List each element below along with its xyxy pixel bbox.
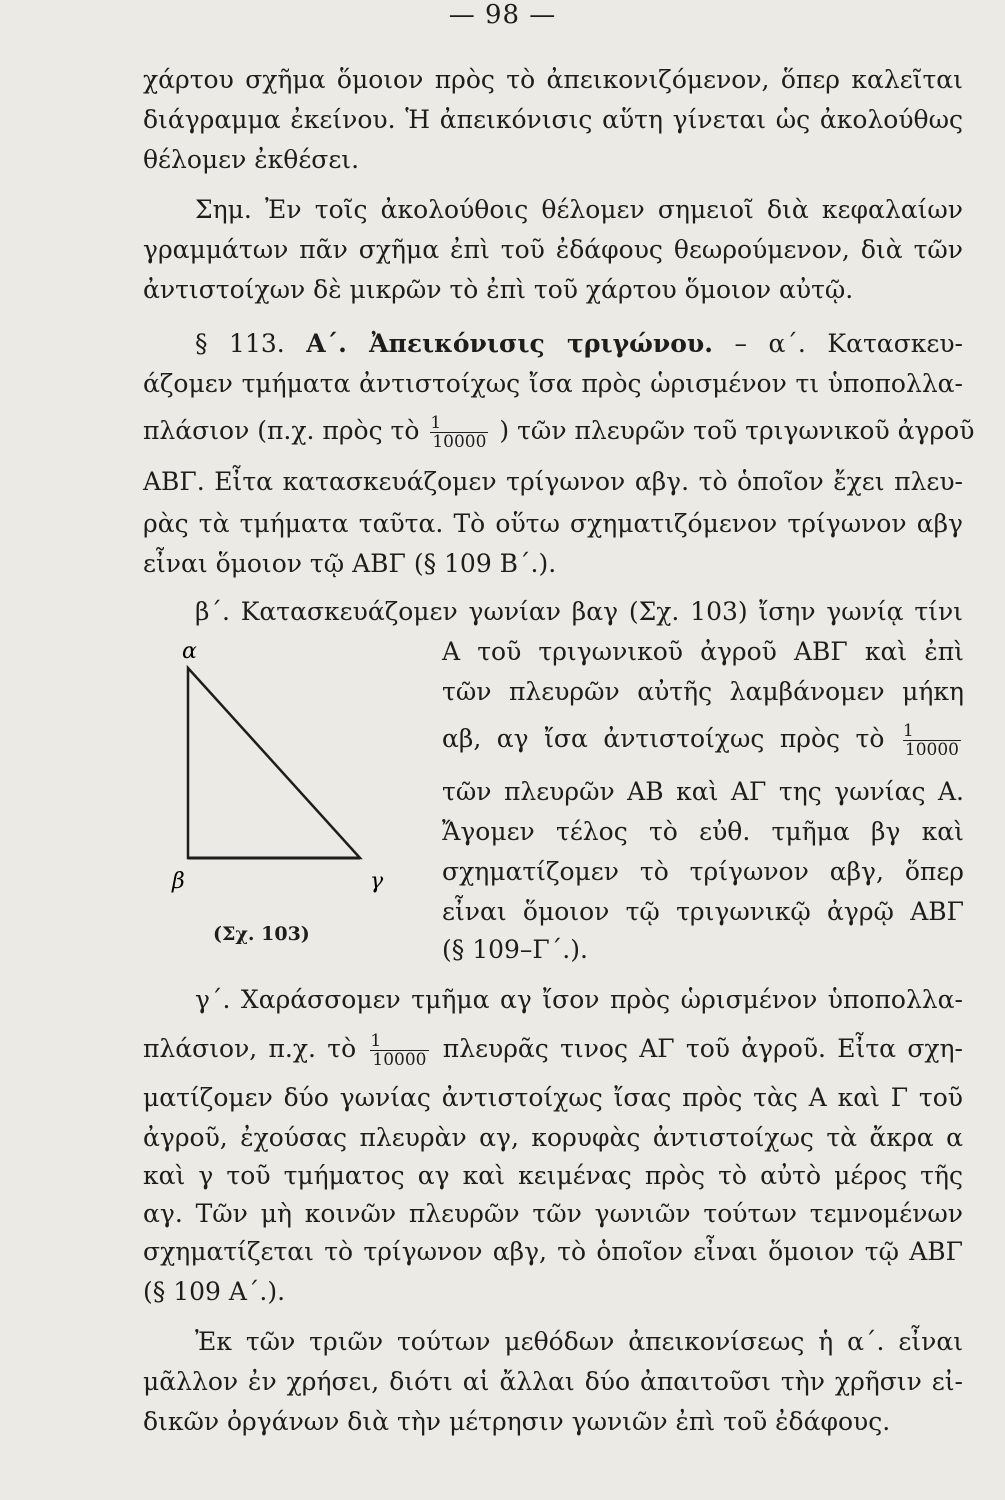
fraction (430, 414, 488, 451)
triangle-shape (188, 668, 360, 858)
text-line: (§ 109–Γ΄.). (442, 935, 588, 964)
section-lead: – α΄. Κατασκευ- (734, 329, 963, 358)
fraction (370, 1032, 428, 1069)
fraction-denominator: 10000 (904, 740, 959, 760)
text-fragment: πλευρᾶς τινος ΑΓ τοῦ ἀγροῦ. Εἶτα σχη- (442, 1034, 963, 1063)
text-line: (§ 109 Α΄.). (143, 1277, 286, 1306)
section-number: § 113. (195, 329, 285, 358)
text-line: θέλομεν ἐκθέσει. (143, 145, 360, 174)
text-line: χάρτου σχῆμα ὅμοιον πρὸς τὸ ἀπεικονιζόμενον, ὅπερ καλεῖται (143, 65, 963, 94)
fraction-numerator: 1 (370, 1031, 382, 1051)
fraction (903, 722, 961, 759)
text-line: ἀγροῦ, ἐχούσας πλευρὰν αγ, κορυφὰς ἀντιστοίχως τὰ ἄκρα α (143, 1123, 963, 1152)
text-line: Ἐκ τῶν τριῶν τούτων μεθόδων ἀπεικονίσεως ἡ α΄. εἶναι (195, 1327, 963, 1356)
section-heading-line (195, 328, 963, 360)
text-line: γραμμάτων πᾶν σχῆμα ἐπὶ τοῦ ἐδάφους θεωρούμενον, διὰ τῶν (143, 235, 963, 264)
page-number: — 98 — (448, 0, 557, 30)
fraction-numerator: 1 (902, 721, 914, 741)
vertex-label-beta: β (172, 869, 185, 894)
text-line: ματίζομεν δύο γωνίας ἀντιστοίχως ἴσας πρὸς τὰς Α καὶ Γ τοῦ (143, 1083, 963, 1112)
text-fragment: αβ, αγ ἴσα ἀντιστοίχως πρὸς τὸ (442, 724, 885, 753)
vertex-label-gamma: γ (370, 869, 384, 894)
text-line: β΄. Κατασκευάζομεν γωνίαν βαγ (Σχ. 103) ἴσην γωνίᾳ τίνι (195, 597, 963, 626)
text-line: Α τοῦ τριγωνικοῦ ἀγροῦ ΑΒΓ καὶ ἐπὶ (442, 637, 964, 666)
text-line: ΑΒΓ. Εἶτα κατασκευάζομεν τρίγωνον αβγ. τὸ ὁποῖον ἔχει πλευ- (143, 467, 963, 496)
text-line: ρὰς τὰ τμήματα ταῦτα. Τὸ οὕτω σχηματιζόμενον τρίγωνον αβγ (143, 509, 963, 538)
vertex-label-alpha: α (182, 639, 197, 664)
text-fragment: πλάσιον, π.χ. τὸ (143, 1034, 357, 1063)
text-line: ἀντιστοίχων δὲ μικρῶν τὸ ἐπὶ τοῦ χάρτου ὅμοιον αὐτῷ. (143, 275, 854, 304)
text-line: δικῶν ὀργάνων διὰ τὴν μέτρησιν γωνιῶν ἐπὶ τοῦ ἐδάφους. (143, 1407, 891, 1436)
text-fragment: πλάσιον (π.χ. πρὸς τὸ (143, 416, 420, 445)
text-line: καὶ γ τοῦ τμήματος αγ καὶ κειμένας πρὸς τὸ αὐτὸ μέρος τῆς (143, 1161, 963, 1190)
text-line: σχηματίζεται τὸ τρίγωνον αβγ, τὸ ὁποῖον εἶναι ὅμοιον τῷ ΑΒΓ (143, 1237, 963, 1266)
section-title: Α΄. Ἀπεικόνισις τριγώνου. (306, 329, 713, 358)
text-line: τῶν πλευρῶν ΑΒ καὶ ΑΓ της γωνίας Α. (442, 777, 964, 806)
text-line-with-fraction (143, 413, 975, 452)
fraction-denominator: 10000 (372, 1050, 427, 1070)
note-line: Σημ. Ἐν τοῖς ἀκολούθοις θέλομεν σημειοῖ διὰ κεφαλαίων (195, 195, 963, 224)
triangle-figure (170, 636, 420, 896)
figure-caption: (Σχ. 103) (213, 923, 310, 945)
text-line: διάγραμμα ἐκείνου. Ἡ ἀπεικόνισις αὕτη γίνεται ὡς ἀκολούθως (143, 105, 963, 134)
text-line: εἶναι ὅμοιον τῷ τριγωνικῷ ἀγρῷ ΑΒΓ (442, 897, 964, 926)
text-line-with-fraction (442, 722, 964, 759)
fraction-denominator: 10000 (432, 432, 487, 452)
text-line: Ἄγομεν τέλος τὸ εὐθ. τμῆμα βγ καὶ (442, 817, 964, 846)
text-line: τῶν πλευρῶν αὐτῆς λαμβάνομεν μήκη (442, 677, 964, 706)
text-line: γ΄. Χαράσσομεν τμῆμα αγ ἴσον πρὸς ὡρισμένον ὑποπολλα- (195, 985, 963, 1014)
text-line: σχηματίζομεν τὸ τρίγωνον αβγ, ὅπερ (442, 857, 964, 886)
text-line-with-fraction (143, 1032, 963, 1069)
text-line: αγ. Τῶν μὴ κοινῶν πλευρῶν τῶν γωνιῶν τούτων τεμνομένων (143, 1199, 963, 1228)
text-fragment: ) τῶν πλευρῶν τοῦ τριγωνικοῦ ἀγροῦ (499, 416, 975, 445)
fraction-numerator: 1 (430, 413, 442, 433)
text-line: εἶναι ὅμοιον τῷ ΑΒΓ (§ 109 Β΄.). (143, 549, 557, 578)
text-line: μᾶλλον ἐν χρήσει, διότι αἱ ἄλλαι δύο ἀπαιτοῦσι τὴν χρῆσιν εἰ- (143, 1367, 963, 1396)
text-line: άζομεν τμήματα ἀντιστοίχως ἴσα πρὸς ὡρισμένον τι ὑποπολλα- (143, 369, 963, 398)
